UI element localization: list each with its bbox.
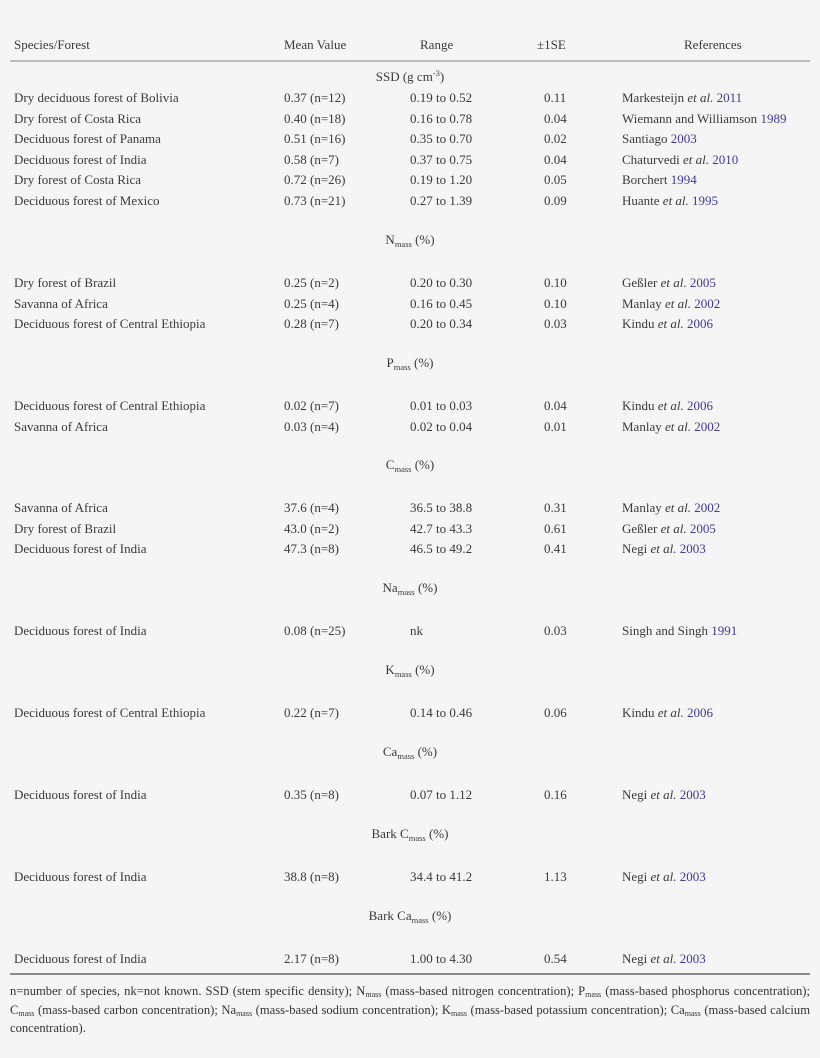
reference-cell <box>622 193 718 209</box>
footnote-text: (mass-based potassium concentration); Ca <box>466 1002 685 1017</box>
reference-cell <box>622 419 720 435</box>
mean-value-cell: 37.6 (n=4) <box>284 500 339 515</box>
se-cell: 0.09 <box>544 192 567 208</box>
range-cell: 0.01 to 0.03 <box>410 398 473 413</box>
se-cell: 0.04 <box>544 151 567 167</box>
table-row <box>10 951 810 969</box>
section-heading <box>10 457 810 474</box>
range-cell: 46.5 to 49.2 <box>410 541 473 556</box>
table-footnote <box>10 984 810 1037</box>
se-cell: 0.16 <box>544 787 567 802</box>
section-subscript: mass <box>394 239 412 249</box>
reference-cell <box>622 111 786 127</box>
range-cell: 0.07 to 1.12 <box>410 787 473 802</box>
reference-cell <box>622 90 742 106</box>
range-cell: 0.20 to 0.34 <box>410 316 473 331</box>
range-cell: 0.19 to 0.52 <box>410 90 473 105</box>
header-rule <box>10 60 810 62</box>
table-row <box>10 623 810 641</box>
section-base: N <box>385 232 395 247</box>
se-cell: 1.13 <box>544 869 567 884</box>
mean-value-cell: 0.51 (n=16) <box>284 131 346 146</box>
reference-author: Negi <box>622 869 648 884</box>
range-cell: 0.37 to 0.75 <box>410 151 473 167</box>
mean-value-cell: 0.03 (n=4) <box>284 418 339 434</box>
species-forest-cell: Deciduous forest of Central Ethiopia <box>14 316 206 331</box>
section-base: Bark C <box>371 826 409 841</box>
se-cell: 0.01 <box>544 418 567 434</box>
table-row <box>10 296 810 314</box>
range-cell: 0.20 to 0.30 <box>410 275 473 290</box>
footnote-text: (mass-based calcium concentration). <box>10 1002 810 1035</box>
species-forest-cell: Dry forest of Costa Rica <box>14 172 142 187</box>
footnote-subscript: mass <box>450 1008 467 1018</box>
reference-author: Chaturvedi <box>622 151 680 167</box>
footnote-subscript: mass <box>365 990 382 999</box>
reference-author: Negi <box>622 541 648 556</box>
reference-year-link[interactable]: 2003 <box>679 951 706 966</box>
reference-et-al: et al. <box>657 316 684 331</box>
section-base: C <box>385 457 395 472</box>
reference-author: Singh and Singh <box>622 623 708 638</box>
range-cell: nk <box>410 623 423 638</box>
table-row <box>10 419 810 437</box>
reference-year-link[interactable]: 2011 <box>716 90 743 105</box>
reference-year-link[interactable]: 2005 <box>689 275 716 290</box>
reference-author: Negi <box>622 951 648 966</box>
mean-value-cell: 0.22 (n=7) <box>284 705 339 720</box>
section-superscript: -3 <box>432 68 440 78</box>
reference-author: Manlay <box>622 418 662 434</box>
range-cell: 36.5 to 38.8 <box>410 500 473 515</box>
reference-year-link[interactable]: 1995 <box>692 192 719 208</box>
reference-year-link[interactable]: 2006 <box>687 705 713 720</box>
table-row <box>10 172 810 190</box>
section-base: SSD (g cm <box>375 69 433 84</box>
header-se: ±1SE <box>537 37 566 52</box>
species-forest-cell: Dry forest of Brazil <box>14 520 117 536</box>
se-cell: 0.10 <box>544 275 567 290</box>
reference-cell <box>622 398 713 414</box>
range-cell: 0.02 to 0.04 <box>410 418 473 434</box>
reference-year-link[interactable]: 2005 <box>689 520 716 536</box>
reference-et-al: et al. <box>660 275 687 290</box>
mean-value-cell: 0.37 (n=12) <box>284 90 346 105</box>
section-base: Bark Ca <box>368 908 412 923</box>
mean-value-cell: 2.17 (n=8) <box>284 951 339 966</box>
mean-value-cell: 43.0 (n=2) <box>284 520 339 536</box>
species-forest-cell: Deciduous forest of India <box>14 623 147 638</box>
mean-value-cell: 0.02 (n=7) <box>284 398 339 413</box>
mean-value-cell: 0.25 (n=2) <box>284 275 339 290</box>
table-row <box>10 131 810 149</box>
reference-author: Kindu <box>622 398 655 413</box>
reference-author: Manlay <box>622 500 662 515</box>
species-forest-cell: Deciduous forest of Central Ethiopia <box>14 398 206 413</box>
table-row <box>10 705 810 723</box>
table-row <box>10 90 810 108</box>
reference-cell <box>622 131 697 147</box>
se-cell: 0.04 <box>544 398 567 413</box>
species-forest-cell: Deciduous forest of India <box>14 151 147 167</box>
reference-author: Kindu <box>622 705 655 720</box>
section-base: K <box>385 662 395 677</box>
se-cell: 0.05 <box>544 172 567 187</box>
se-cell: 0.02 <box>544 131 567 146</box>
reference-cell <box>622 172 697 188</box>
reference-et-al: et al. <box>660 520 687 536</box>
section-base: Ca <box>382 744 398 759</box>
se-cell: 0.03 <box>544 316 567 331</box>
se-cell: 0.11 <box>544 90 567 105</box>
species-forest-cell: Savanna of Africa <box>14 418 108 434</box>
section-subscript: mass <box>394 464 412 474</box>
section-subscript: mass <box>411 915 429 925</box>
footnote-text: (mass-based phosphorus concentration); C <box>10 984 811 1017</box>
reference-author: Kindu <box>622 316 655 331</box>
mean-value-cell: 0.58 (n=7) <box>284 151 339 167</box>
se-cell: 0.61 <box>544 520 567 536</box>
table-row <box>10 316 810 334</box>
table-row <box>10 787 810 805</box>
mean-value-cell: 47.3 (n=8) <box>284 541 339 556</box>
reference-cell <box>622 521 716 537</box>
footnote-text: (mass-based sodium concentration); K <box>252 1002 451 1017</box>
table-row <box>10 541 810 559</box>
section-heading <box>10 662 810 679</box>
species-forest-cell: Savanna of Africa <box>14 500 108 515</box>
section-heading <box>10 826 810 843</box>
section-suffix: (%) <box>411 662 435 677</box>
reference-author: Markesteijn <box>622 90 685 105</box>
range-cell: 34.4 to 41.2 <box>410 869 473 884</box>
range-cell: 1.00 to 4.30 <box>410 951 473 966</box>
species-forest-cell: Deciduous forest of India <box>14 787 147 802</box>
table-row <box>10 111 810 129</box>
footnote-subscript: mass <box>684 1008 701 1018</box>
section-suffix: (%) <box>414 744 438 759</box>
section-suffix: (%) <box>414 580 438 595</box>
reference-cell <box>622 869 706 885</box>
reference-et-al: et al. <box>650 951 677 966</box>
reference-author: Santiago <box>622 131 668 146</box>
footnote-subscript: mass <box>585 990 602 999</box>
section-base: P <box>386 355 394 370</box>
reference-author: Manlay <box>622 295 662 311</box>
bottom-rule <box>10 973 810 975</box>
species-forest-cell: Deciduous forest of India <box>14 869 147 884</box>
reference-et-al: et al. <box>650 541 677 556</box>
reference-et-al: et al. <box>683 151 710 167</box>
section-heading <box>10 908 810 925</box>
reference-cell <box>622 316 713 332</box>
range-cell: 42.7 to 43.3 <box>410 520 473 536</box>
se-cell: 0.31 <box>544 500 567 515</box>
reference-year-link[interactable]: 2010 <box>712 151 739 167</box>
reference-year-link[interactable]: 2003 <box>670 131 697 146</box>
reference-cell <box>622 152 738 168</box>
table-row <box>10 869 810 887</box>
mean-value-cell: 0.35 (n=8) <box>284 787 339 802</box>
reference-et-al: et al. <box>657 398 684 413</box>
section-suffix: (%) <box>425 826 449 841</box>
reference-cell <box>622 500 720 516</box>
se-cell: 0.54 <box>544 951 567 966</box>
section-base: Na <box>382 580 398 595</box>
reference-year-link[interactable]: 2003 <box>679 869 706 884</box>
section-heading <box>10 744 810 761</box>
range-cell: 0.16 to 0.45 <box>410 295 473 311</box>
mean-value-cell: 0.08 (n=25) <box>284 623 346 638</box>
section-subscript: mass <box>397 751 415 761</box>
reference-year-link[interactable]: 2002 <box>694 418 721 434</box>
reference-cell <box>622 623 737 639</box>
reference-et-al: et al. <box>687 90 714 105</box>
range-cell: 0.16 to 0.78 <box>410 110 473 126</box>
species-forest-cell: Deciduous forest of Central Ethiopia <box>14 705 206 720</box>
range-cell: 0.14 to 0.46 <box>410 705 473 720</box>
reference-year-link[interactable]: 2006 <box>687 398 713 413</box>
section-subscript: mass <box>393 362 411 372</box>
section-suffix: (%) <box>428 908 452 923</box>
table-row <box>10 152 810 170</box>
se-cell: 0.41 <box>544 541 567 556</box>
reference-year-link[interactable]: 1994 <box>670 172 697 187</box>
section-suffix: (%) <box>410 355 434 370</box>
species-forest-cell: Dry forest of Costa Rica <box>14 110 142 126</box>
se-cell: 0.10 <box>544 295 567 311</box>
species-forest-cell: Deciduous forest of Mexico <box>14 192 160 208</box>
section-suffix: (%) <box>411 232 435 247</box>
se-cell: 0.06 <box>544 705 567 720</box>
header-references: References <box>684 37 742 52</box>
species-forest-cell: Deciduous forest of India <box>14 541 147 556</box>
reference-author: Geßler <box>622 275 658 290</box>
se-cell: 0.03 <box>544 623 567 638</box>
mean-value-cell: 0.73 (n=21) <box>284 192 346 208</box>
reference-cell <box>622 541 706 557</box>
reference-year-link[interactable]: 2003 <box>679 787 706 802</box>
section-suffix: ) <box>439 69 445 84</box>
reference-cell <box>622 275 716 291</box>
reference-et-al: et al. <box>657 705 684 720</box>
reference-author: Negi <box>622 787 648 802</box>
header-mean: Mean Value <box>284 37 347 52</box>
footnote-subscript: mass <box>18 1008 35 1018</box>
range-cell: 0.19 to 1.20 <box>410 172 473 187</box>
species-forest-cell: Dry forest of Brazil <box>14 275 117 290</box>
reference-et-al: et al. <box>650 787 677 802</box>
reference-year-link[interactable]: 1991 <box>711 623 738 638</box>
section-suffix: (%) <box>411 457 435 472</box>
header-range: Range <box>420 37 454 52</box>
footnote-subscript: mass <box>236 1008 253 1018</box>
footnote-text: (mass-based nitrogen concentration); P <box>381 984 586 998</box>
table-row <box>10 521 810 539</box>
mean-value-cell: 0.72 (n=26) <box>284 172 346 187</box>
reference-et-al: et al. <box>664 418 691 434</box>
reference-author: Borchert <box>622 172 668 187</box>
range-cell: 0.35 to 0.70 <box>410 131 473 146</box>
reference-author: Huante <box>622 192 660 208</box>
reference-cell <box>622 951 706 967</box>
section-subscript: mass <box>397 587 415 597</box>
reference-author: Geßler <box>622 520 658 536</box>
reference-et-al: et al. <box>650 869 677 884</box>
header-species: Species/Forest <box>14 37 90 52</box>
section-heading <box>10 68 810 85</box>
table-header <box>10 37 810 55</box>
reference-year-link[interactable]: 1989 <box>760 110 787 126</box>
table-row <box>10 398 810 416</box>
section-heading <box>10 232 810 249</box>
range-cell: 0.27 to 1.39 <box>410 192 473 208</box>
reference-cell <box>622 705 713 721</box>
reference-year-link[interactable]: 2006 <box>687 316 713 331</box>
mean-value-cell: 0.40 (n=18) <box>284 110 346 126</box>
reference-year-link[interactable]: 2002 <box>694 500 721 515</box>
species-forest-cell: Dry deciduous forest of Bolivia <box>14 90 179 105</box>
table-row <box>10 193 810 211</box>
table-row <box>10 500 810 518</box>
reference-year-link[interactable]: 2002 <box>694 295 721 311</box>
species-forest-cell: Deciduous forest of Panama <box>14 131 161 146</box>
table-row <box>10 275 810 293</box>
mean-value-cell: 38.8 (n=8) <box>284 869 339 884</box>
reference-cell <box>622 296 720 312</box>
footnote-text: n=number of species, nk=not known. SSD (stem specific density); N <box>10 984 366 998</box>
section-heading <box>10 355 810 372</box>
species-forest-cell: Savanna of Africa <box>14 295 108 311</box>
mean-value-cell: 0.25 (n=4) <box>284 295 339 311</box>
species-forest-cell: Deciduous forest of India <box>14 951 147 966</box>
reference-et-al: et al. <box>664 500 691 515</box>
section-heading <box>10 580 810 597</box>
reference-et-al: et al. <box>662 192 689 208</box>
section-subscript: mass <box>394 669 412 679</box>
reference-cell <box>622 787 706 803</box>
section-subscript: mass <box>408 833 426 843</box>
se-cell: 0.04 <box>544 110 567 126</box>
footnote-text: (mass-based carbon concentration); Na <box>34 1002 237 1017</box>
reference-author: Wiemann and Williamson <box>622 110 758 126</box>
mean-value-cell: 0.28 (n=7) <box>284 316 339 331</box>
reference-et-al: et al. <box>664 295 691 311</box>
reference-year-link[interactable]: 2003 <box>679 541 706 556</box>
